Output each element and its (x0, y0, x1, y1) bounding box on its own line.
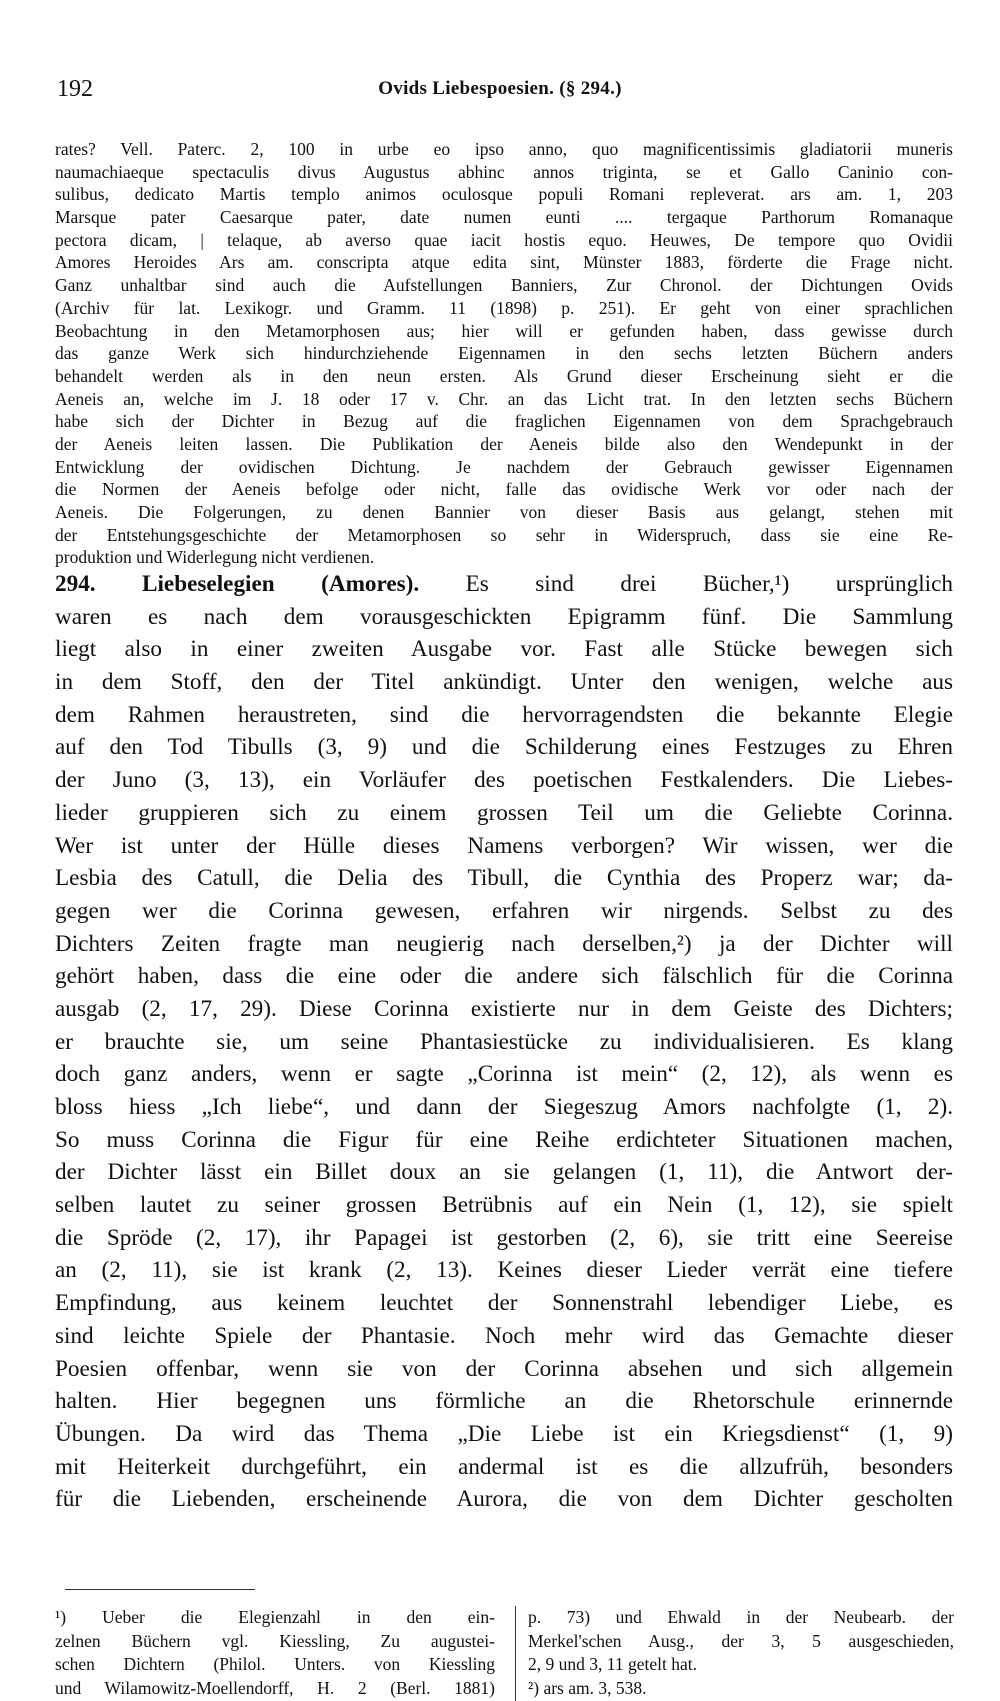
main-text-line: Lesbia des Catull, die Delia des Tibull, die Cynthia des Properz war; da- (55, 865, 953, 892)
main-text-line: bloss hiess „Ich liebe“, und dann der Siegeszug Amors nachfolgte (1, 2). (55, 1094, 953, 1120)
main-text-line: der Juno (3, 13), ein Vorläufer des poetischen Festkalenders. Die Liebes- (55, 767, 953, 794)
main-text-line: Wer ist unter der Hülle dieses Namens verborgen? Wir wissen, wer die (55, 832, 953, 859)
small-print-line: produktion und Widerlegung nicht verdienen. (55, 547, 375, 568)
running-title: Ovids Liebespoesien. (§ 294.) (378, 78, 622, 99)
small-print-line: das ganze Werk sich hindurchziehende Eigennamen in den sechs letzten Büchern anders (55, 343, 953, 364)
main-text-line: dem Rahmen heraustreten, sind die hervorragendsten die bekannte Elegie (55, 701, 953, 728)
section-first-line-text: Es sind drei Bücher,¹) ursprünglich (465, 571, 953, 597)
main-text-line: So muss Corinna die Figur für eine Reihe erdichteter Situationen machen, (55, 1126, 953, 1153)
small-print-line: Aeneis. Die Folgerungen, zu denen Bannier von dieser Basis aus gelangt, stehen mit (55, 502, 953, 522)
footnote-line: und Wilamowitz-Moellendorff, H. 2 (Berl. 1881) (55, 1678, 495, 1699)
page-number: 192 (57, 76, 93, 102)
small-print-line: Marsque pater Caesarque pater, date numen eunti .... tergaque Parthorum Romanaque (55, 207, 953, 228)
footnote-column-left (55, 1606, 495, 1701)
small-print-line: Amores Heroides Ars am. conscripta atque edita sint, Münster 1883, förderte die Frage nicht. (55, 252, 953, 273)
small-print-line: Entwicklung der ovidischen Dichtung. Je nachdem der Gebrauch gewisser Eigennamen (55, 456, 953, 477)
section-heading: Liebeselegien (Amores). (142, 571, 420, 597)
main-text-line: ausgab (2, 17, 29). Diese Corinna existierte nur in dem Geiste des Dichters; (55, 995, 953, 1022)
section-number: 294. (55, 571, 96, 597)
small-print-line: rates? Vell. Paterc. 2, 100 in urbe eo ipso anno, quo magnificentissimis gladiatorii muneris (55, 139, 953, 159)
small-print-line: naumachiaeque spectaculis divus Augustus abhinc annos triginta, se et Gallo Caninio con- (55, 161, 953, 182)
main-text-line: auf den Tod Tibulls (3, 9) und die Schilderung eines Festzuges zu Ehren (55, 734, 953, 761)
small-print-line: der Entstehungsgeschichte der Metamorphosen so sehr in Widerspruch, dass sie eine Re- (55, 524, 953, 545)
main-text-line: der Dichter lässt ein Billet doux an sie gelangen (1, 11), die Antwort der- (55, 1159, 953, 1186)
main-text-line: gegen wer die Corinna gewesen, erfahren wir nirgends. Selbst zu des (55, 897, 953, 924)
main-text-block (55, 568, 953, 1516)
main-text-line: Dichters Zeiten fragte man neugierig nach derselben,²) ja der Dichter will (55, 930, 953, 957)
footnote-line: Merkel'schen Ausg., der 3, 5 ausgeschieden, (528, 1630, 954, 1651)
footnote-line: ²) ars am. 3, 538. (528, 1678, 647, 1699)
small-print-line: pectora dicam, | telaque, ab averso quae iacit hostis equo. Heuwes, De tempore quo Ovidii (55, 229, 953, 250)
small-print-line: Ganz unhaltbar sind auch die Aufstellungen Banniers, Zur Chronol. der Dichtungen Ovids (55, 275, 953, 296)
main-text-line: Poesien offenbar, wenn sie von der Corinna absehen und sich allgemein (55, 1355, 953, 1382)
main-text-line: doch ganz anders, wenn er sagte „Corinna ist mein“ (2, 12), als wenn es (55, 1061, 953, 1088)
small-print-line: der Aeneis leiten lassen. Die Publikation der Aeneis bilde also den Wendepunkt in der (55, 433, 953, 454)
footnote-line: p. 73) und Ehwald in der Neubearb. der (528, 1607, 954, 1627)
section-first-line (55, 568, 953, 601)
main-text-line: er brauchte sie, um seine Phantasiestücke zu individualisieren. Es klang (55, 1028, 953, 1055)
small-print-line: Beobachtung in den Metamorphosen aus; hier will er gefunden haben, dass gewisse durch (55, 320, 953, 341)
small-print-line: die Normen der Aeneis befolge oder nicht, falle das ovidische Werk vor oder nach der (55, 479, 953, 500)
main-text-line: halten. Hier begegnen uns förmliche an die Rhetorschule erinnernde (55, 1388, 953, 1415)
footnotes (55, 1606, 954, 1699)
main-text-line: für die Liebenden, erscheinende Aurora, die von dem Dichter gescholten (55, 1486, 953, 1513)
small-print-line: habe sich der Dichter in Bezug auf die fraglichen Eigennamen von dem Sprachgebrauch (55, 411, 953, 432)
footnote-line: schen Dichtern (Philol. Unters. von Kiessling (55, 1654, 495, 1675)
main-text-line: Übungen. Da wird das Thema „Die Liebe ist ein Kriegsdienst“ (1, 9) (55, 1420, 953, 1447)
footnote-line: ¹) Ueber die Elegienzahl in den ein- (55, 1607, 495, 1627)
footnote-line: zelnen Büchern vgl. Kiessling, Zu augustei- (55, 1630, 495, 1651)
footnote-divider (65, 1589, 255, 1590)
footnote-line: 2, 9 und 3, 11 getelt hat. (528, 1654, 697, 1675)
main-text-line: die Spröde (2, 17), ihr Papagei ist gestorben (2, 6), sie tritt eine Seereise (55, 1224, 953, 1251)
main-text-line: lieder gruppieren sich zu einem grossen Teil um die Geliebte Corinna. (55, 799, 953, 826)
main-text-line: Empfindung, aus keinem leuchtet der Sonnenstrahl lebendiger Liebe, es (55, 1290, 953, 1317)
main-text-line: an (2, 11), sie ist krank (2, 13). Keines dieser Lieder verrät eine tiefere (55, 1257, 953, 1284)
main-text-line: liegt also in einer zweiten Ausgabe vor. Fast alle Stücke bewegen sich (55, 636, 953, 663)
main-text-line: gehört haben, dass die eine oder die andere sich fälschlich für die Corinna (55, 963, 953, 990)
main-text-line: mit Heiterkeit durchgeführt, ein andermal ist es die allzufrüh, besonders (55, 1453, 953, 1480)
small-print-line: sulibus, dedicato Martis templo animos oculosque populi Romani repleverat. ars am. 1, 203 (55, 184, 953, 205)
main-text-line: sind leichte Spiele der Phantasie. Noch mehr wird das Gemachte dieser (55, 1322, 953, 1349)
main-text-line: in dem Stoff, den der Titel ankündigt. Unter den wenigen, welche aus (55, 669, 953, 696)
small-print-line: Aeneis an, welche im J. 18 oder 17 v. Chr. an das Licht trat. In den letzten sechs Büchern (55, 388, 953, 409)
small-print-line: (Archiv für lat. Lexikogr. und Gramm. 11 (1898) p. 251). Er geht von einer sprachlichen (55, 297, 953, 318)
main-text-line: waren es nach dem vorausgeschickten Epigramm fünf. Die Sammlung (55, 603, 953, 630)
main-text-line: selben lautet zu seiner grossen Betrübnis auf ein Nein (1, 12), sie spielt (55, 1192, 953, 1219)
footnote-column-right (515, 1606, 954, 1701)
small-print-line: behandelt werden als in den neun ersten. Als Grund dieser Erscheinung sieht er die (55, 365, 953, 386)
small-print-block (55, 138, 953, 569)
page-header (55, 76, 945, 106)
